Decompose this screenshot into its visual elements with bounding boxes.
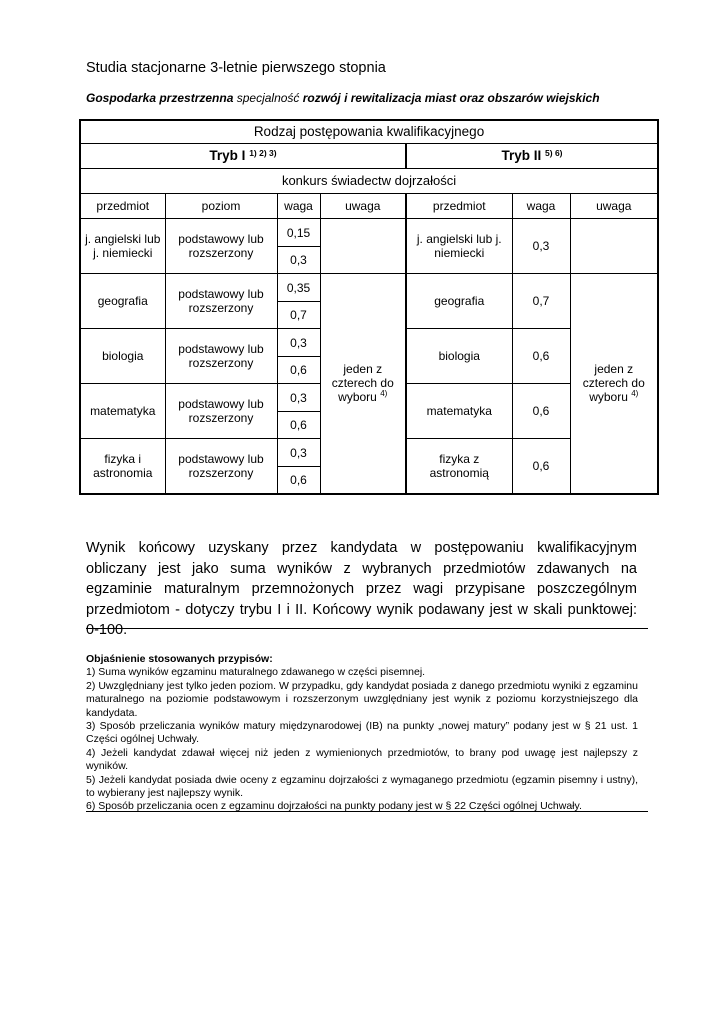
t2-uwaga-choice: jeden z czterech do wyboru $^{4)}$ [570, 274, 658, 494]
col-header-przedmiot-2: przedmiot [406, 194, 512, 219]
t2-weight: 0,6 [512, 439, 570, 494]
t1-weight-extended: 0,6 [277, 357, 320, 384]
t1-weight-extended: 0,6 [277, 412, 320, 439]
t1-weight-extended: 0,3 [277, 247, 320, 274]
col-header-uwaga-2: uwaga [570, 194, 658, 219]
t2-weight: 0,6 [512, 329, 570, 384]
t1-weight-basic: 0,3 [277, 439, 320, 467]
divider-bottom [86, 811, 648, 812]
t1-level: podstawowy lub rozszerzony [165, 384, 277, 439]
t1-weight-basic: 0,15 [277, 219, 320, 247]
col-header-poziom: poziom [165, 194, 277, 219]
divider-top [86, 628, 648, 629]
t1-uwaga-choice: jeden z czterech do wyboru $^{4)}$ [320, 274, 406, 494]
t1-level: podstawowy lub rozszerzony [165, 274, 277, 329]
t1-uwaga-empty [320, 219, 406, 274]
tryb1-header: Tryb I $^{1) 2) 3)}$ [80, 144, 406, 169]
t1-subject-fizyka: fizyka i astronomia [80, 439, 165, 494]
t1-weight-extended: 0,6 [277, 467, 320, 494]
t2-subject-geografia: geografia [406, 274, 512, 329]
program-name: Gospodarka przestrzenna [86, 91, 234, 105]
t2-uwaga-empty [570, 219, 658, 274]
footnote-item: 6) Sposób przeliczania ocen z egzaminu dojrzałości na punkty podany jest w § 22 Części ogólnej Uchwały. [86, 800, 582, 813]
result-paragraph: Wynik końcowy uzyskany przez kandydata w postępowaniu kwalifikacyjnym obliczany jest jako suma wyników z wybranych przedmiotów zdawanych na egzaminie maturalnym przemnożonych przez wagi przypisane poszczególnym przedmiotom - dotyczy trybu I i II. Końcowy wynik podawany jest w skali punktowej: 0-100. [86, 540, 637, 638]
konkurs-header: konkurs świadectw dojrzałości [80, 169, 658, 194]
t1-subject-language: j. angielski lub j. niemiecki [80, 219, 165, 274]
footnote-item: 4) Jeżeli kandydat zdawał więcej niż jeden z wymienionych przedmiotów, to brany pod uwagę jest najlepszy z wyników. [86, 746, 638, 773]
t2-subject-language: j. angielski lub j. niemiecki [406, 219, 512, 274]
t1-subject-geografia: geografia [80, 274, 165, 329]
specialization-name: rozwój i rewitalizacja miast oraz obszarów wiejskich [302, 91, 600, 105]
t2-subject-biologia: biologia [406, 329, 512, 384]
t1-level: podstawowy lub rozszerzony [165, 439, 277, 494]
tryb2-header: Tryb II $^{5) 6)}$ [406, 144, 658, 169]
qualification-table [79, 119, 659, 495]
t1-subject-biologia: biologia [80, 329, 165, 384]
t1-weight-basic: 0,35 [277, 274, 320, 302]
col-header-waga-2: waga [512, 194, 570, 219]
footnote-item: 2) Uwzględniany jest tylko jeden poziom. W przypadku, gdy kandydat posiada z danego przedmiotu wyniki z egzaminu maturalnego na poziomie podstawowym i rozszerzonym uwzględniany jest wynik z poziomu korzystniejszego dla kandydata. [86, 679, 638, 719]
footnotes-heading: Objaśnienie stosowanych przypisów: [86, 653, 273, 665]
col-header-waga: waga [277, 194, 320, 219]
t2-subject-fizyka: fizyka z astronomią [406, 439, 512, 494]
specialization-label: specjalność [236, 91, 300, 105]
footnote-item: 1) Suma wyników egzaminu maturalnego zdawanego w części pisemnej. [86, 666, 426, 679]
t1-weight-extended: 0,7 [277, 302, 320, 329]
page-title: Studia stacjonarne 3-letnie pierwszego stopnia [86, 60, 386, 76]
t2-weight: 0,3 [512, 219, 570, 274]
t2-weight: 0,7 [512, 274, 570, 329]
program-subtitle [86, 91, 600, 105]
t2-weight: 0,6 [512, 384, 570, 439]
col-header-przedmiot: przedmiot [80, 194, 165, 219]
footnotes [86, 653, 638, 814]
table-heading: Rodzaj postępowania kwalifikacyjnego [80, 120, 658, 144]
col-header-uwaga: uwaga [320, 194, 406, 219]
footnote-item: 5) Jeżeli kandydat posiada dwie oceny z egzaminu dojrzałości z wymaganego przedmiotu (egzamin pisemny i ustny), to wybierany jest najlepszy wynik. [86, 773, 638, 800]
t1-level: podstawowy lub rozszerzony [165, 219, 277, 274]
t1-subject-matematyka: matematyka [80, 384, 165, 439]
t1-level: podstawowy lub rozszerzony [165, 329, 277, 384]
t2-subject-matematyka: matematyka [406, 384, 512, 439]
t1-weight-basic: 0,3 [277, 329, 320, 357]
footnote-item: 3) Sposób przeliczania wyników matury międzynarodowej (IB) na punkty „nowej matury” podany jest w § 21 ust. 1 Części ogólnej Uchwały. [86, 720, 638, 746]
t1-weight-basic: 0,3 [277, 384, 320, 412]
